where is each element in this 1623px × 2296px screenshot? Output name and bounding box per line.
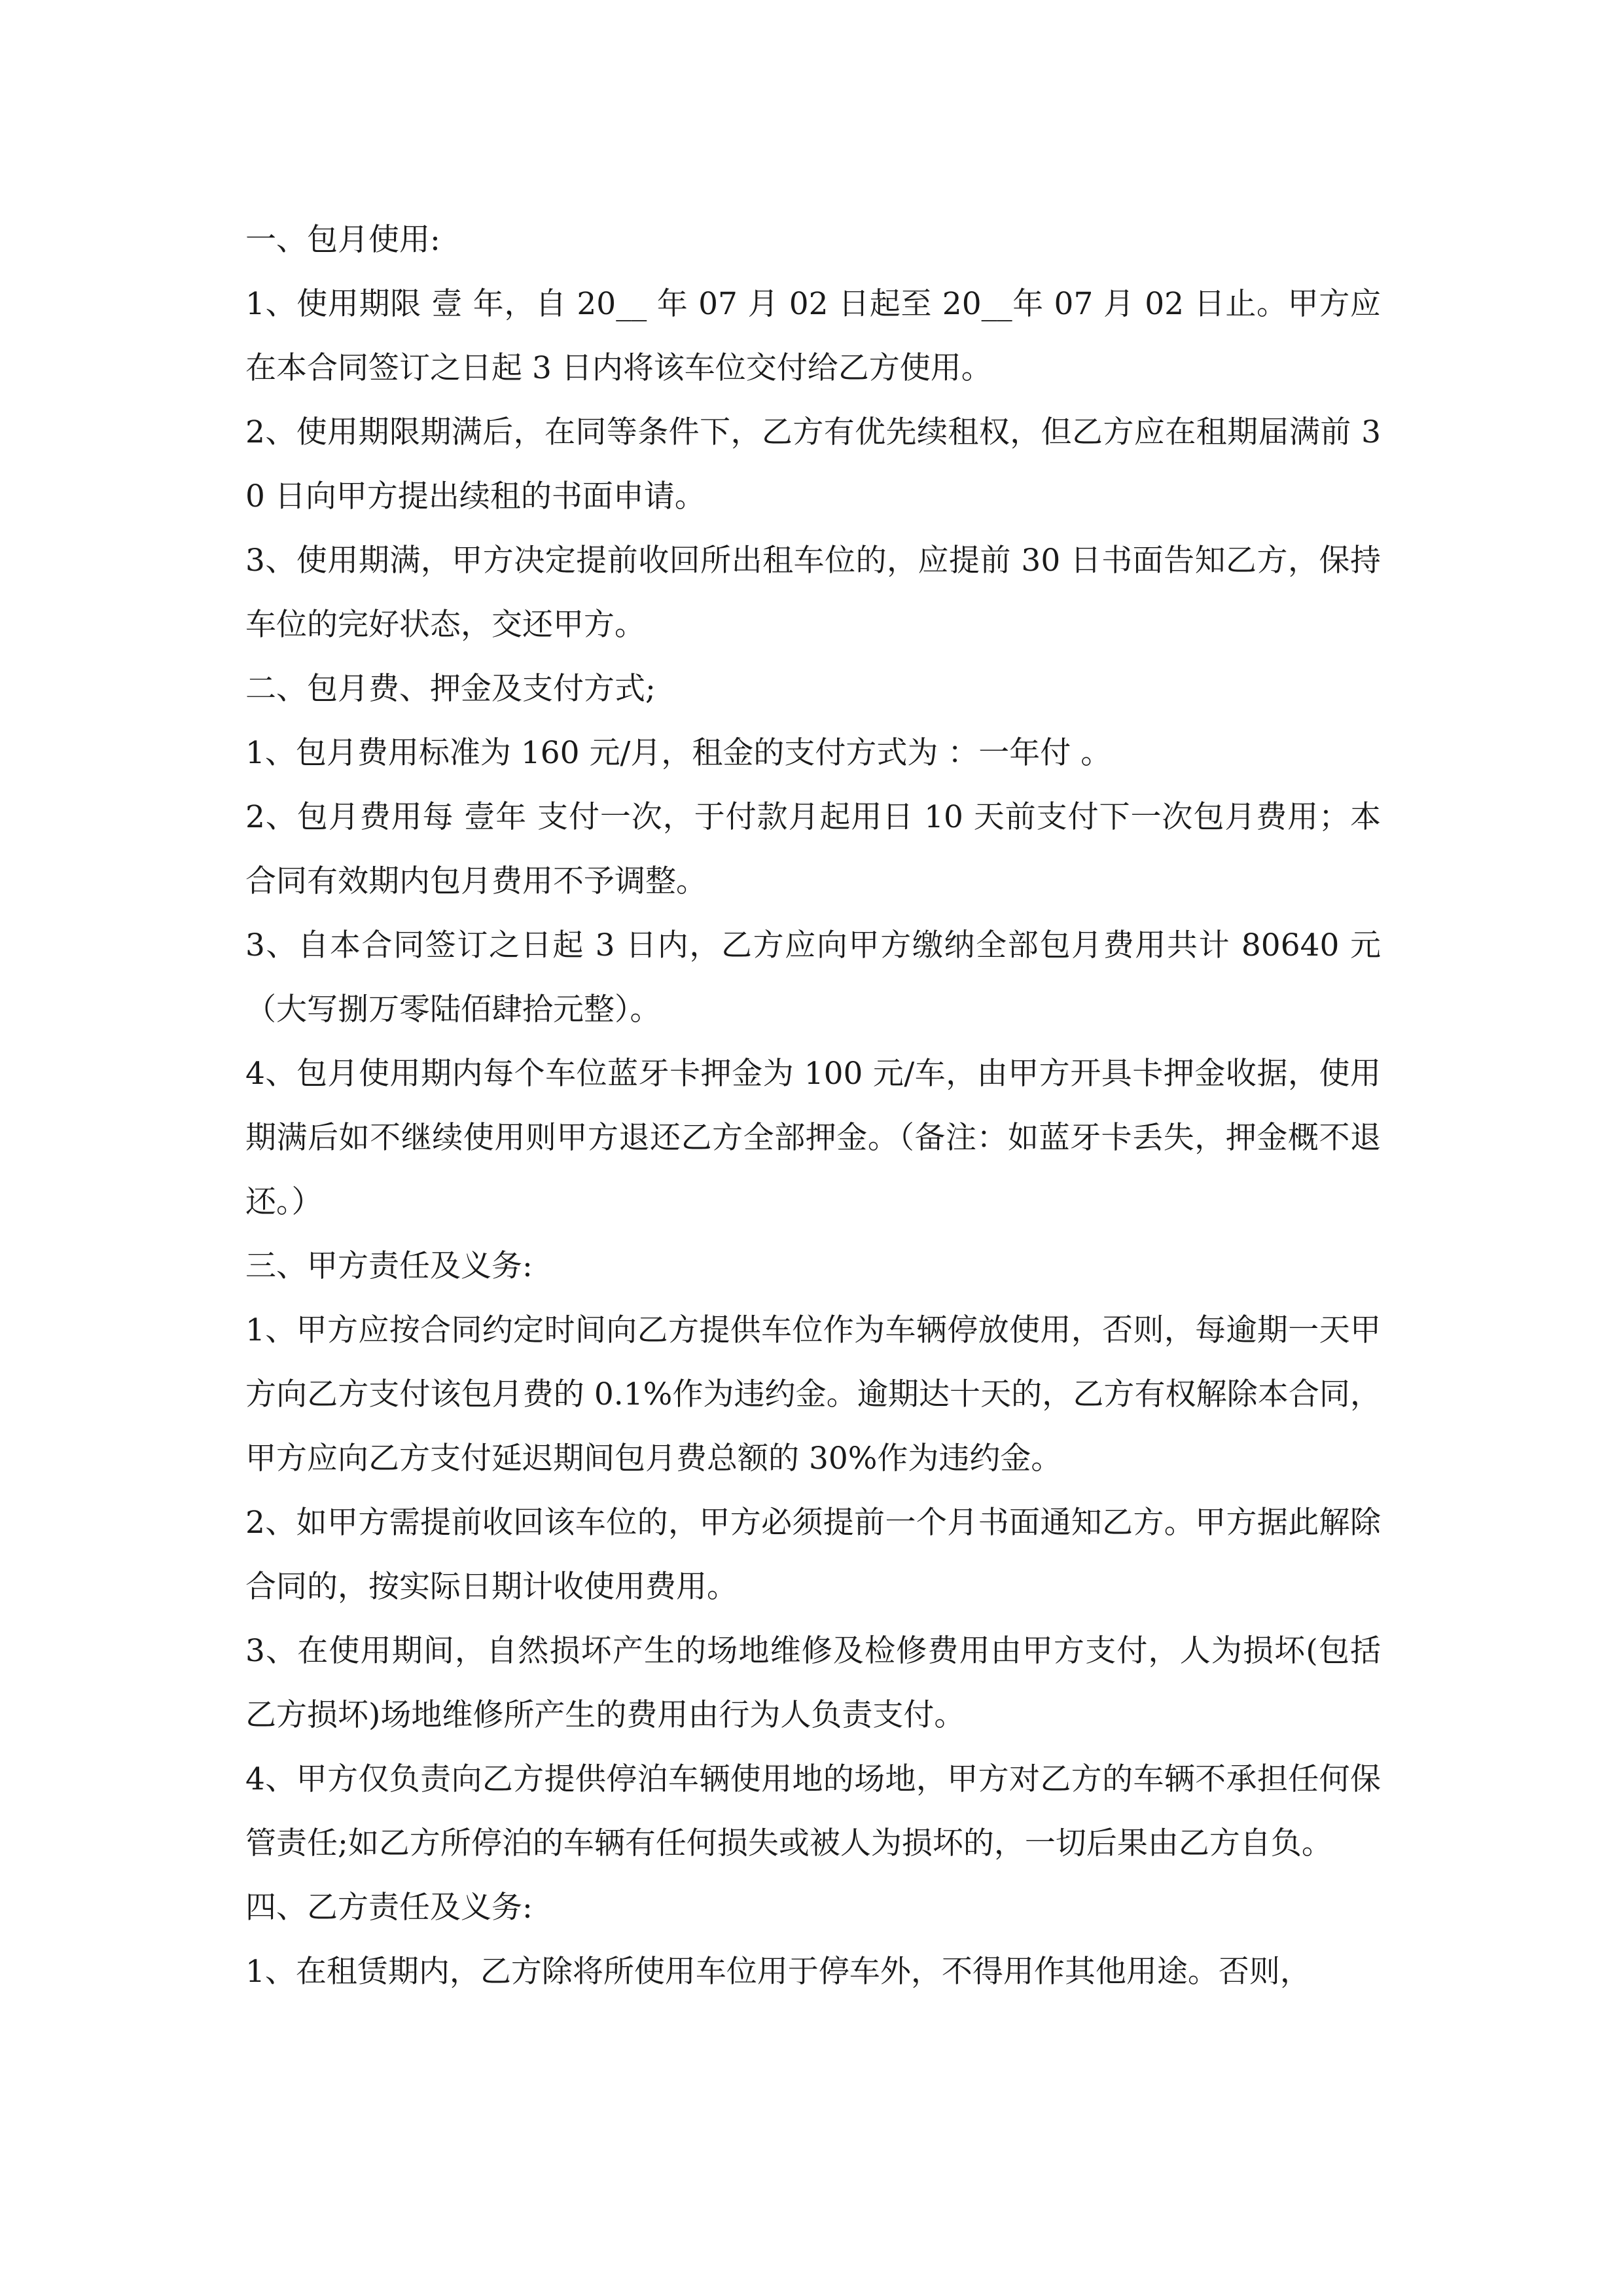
section-heading-2: 二、包月费、押金及支付方式;	[245, 671, 656, 707]
clause-4-1: 1、在租赁期内，乙方除将所使用车位用于停车外，不得用作其他用途。否则，	[245, 1954, 1311, 1990]
clause-1-1: 1、使用期限 壹 年，自 20__ 年 07 月 02 日起至 20__年 07 月 02 日止。甲方应在本合同签订之日起 3 日内将该车位交付给乙方使用。	[245, 286, 1381, 386]
section-heading-1: 一、包月使用:	[245, 222, 440, 258]
clause-3-2: 2、如甲方需提前收回该车位的，甲方必须提前一个月书面通知乙方。甲方据此解除合同的，按实际日期计收使用费用。	[245, 1505, 1381, 1605]
clause-2-4: 4、包月使用期内每个车位蓝牙卡押金为 100 元/车，由甲方开具卡押金收据，使用期满后如不继续使用则甲方退还乙方全部押金。（备注：如蓝牙卡丢失，押金概不退还。）	[245, 1056, 1381, 1220]
clause-2-2: 2、包月费用每 壹年 支付一次，于付款月起用日 10 天前支付下一次包月费用；本合同有效期内包月费用不予调整。	[245, 799, 1381, 899]
section-heading-4: 四、乙方责任及义务:	[245, 1890, 533, 1926]
clause-3-1: 1、甲方应按合同约定时间向乙方提供车位作为车辆停放使用，否则，每逾期一天甲方向乙方支付该包月费的 0.1%作为违约金。逾期达十天的，乙方有权解除本合同，甲方应向乙方支付延迟期间包月费总额的 30%作为违约金。	[245, 1312, 1381, 1477]
clause-3-4: 4、甲方仅负责向乙方提供停泊车辆使用地的场地，甲方对乙方的车辆不承担任何保管责任;如乙方所停泊的车辆有任何损失或被人为损坏的，一切后果由乙方自负。	[245, 1761, 1381, 1861]
clause-2-1: 1、包月费用标准为 160 元/月，租金的支付方式为 ：一年付 。	[245, 735, 1112, 771]
clause-3-3: 3、在使用期间，自然损坏产生的场地维修及检修费用由甲方支付，人为损坏(包括乙方损坏)场地维修所产生的费用由行为人负责支付。	[245, 1633, 1381, 1733]
section-heading-3: 三、甲方责任及义务:	[245, 1248, 533, 1284]
clause-1-2: 2、使用期限期满后，在同等条件下，乙方有优先续租权，但乙方应在租期届满前 30 日向甲方提出续租的书面申请。	[245, 414, 1381, 514]
document-page	[245, 208, 1381, 2004]
clause-2-3: 3、自本合同签订之日起 3 日内，乙方应向甲方缴纳全部包月费用共计 80640 元（大写捌万零陆佰肆拾元整）。	[245, 927, 1381, 1028]
clause-1-3: 3、使用期满，甲方决定提前收回所出租车位的，应提前 30 日书面告知乙方，保持车位的完好状态，交还甲方。	[245, 543, 1381, 643]
